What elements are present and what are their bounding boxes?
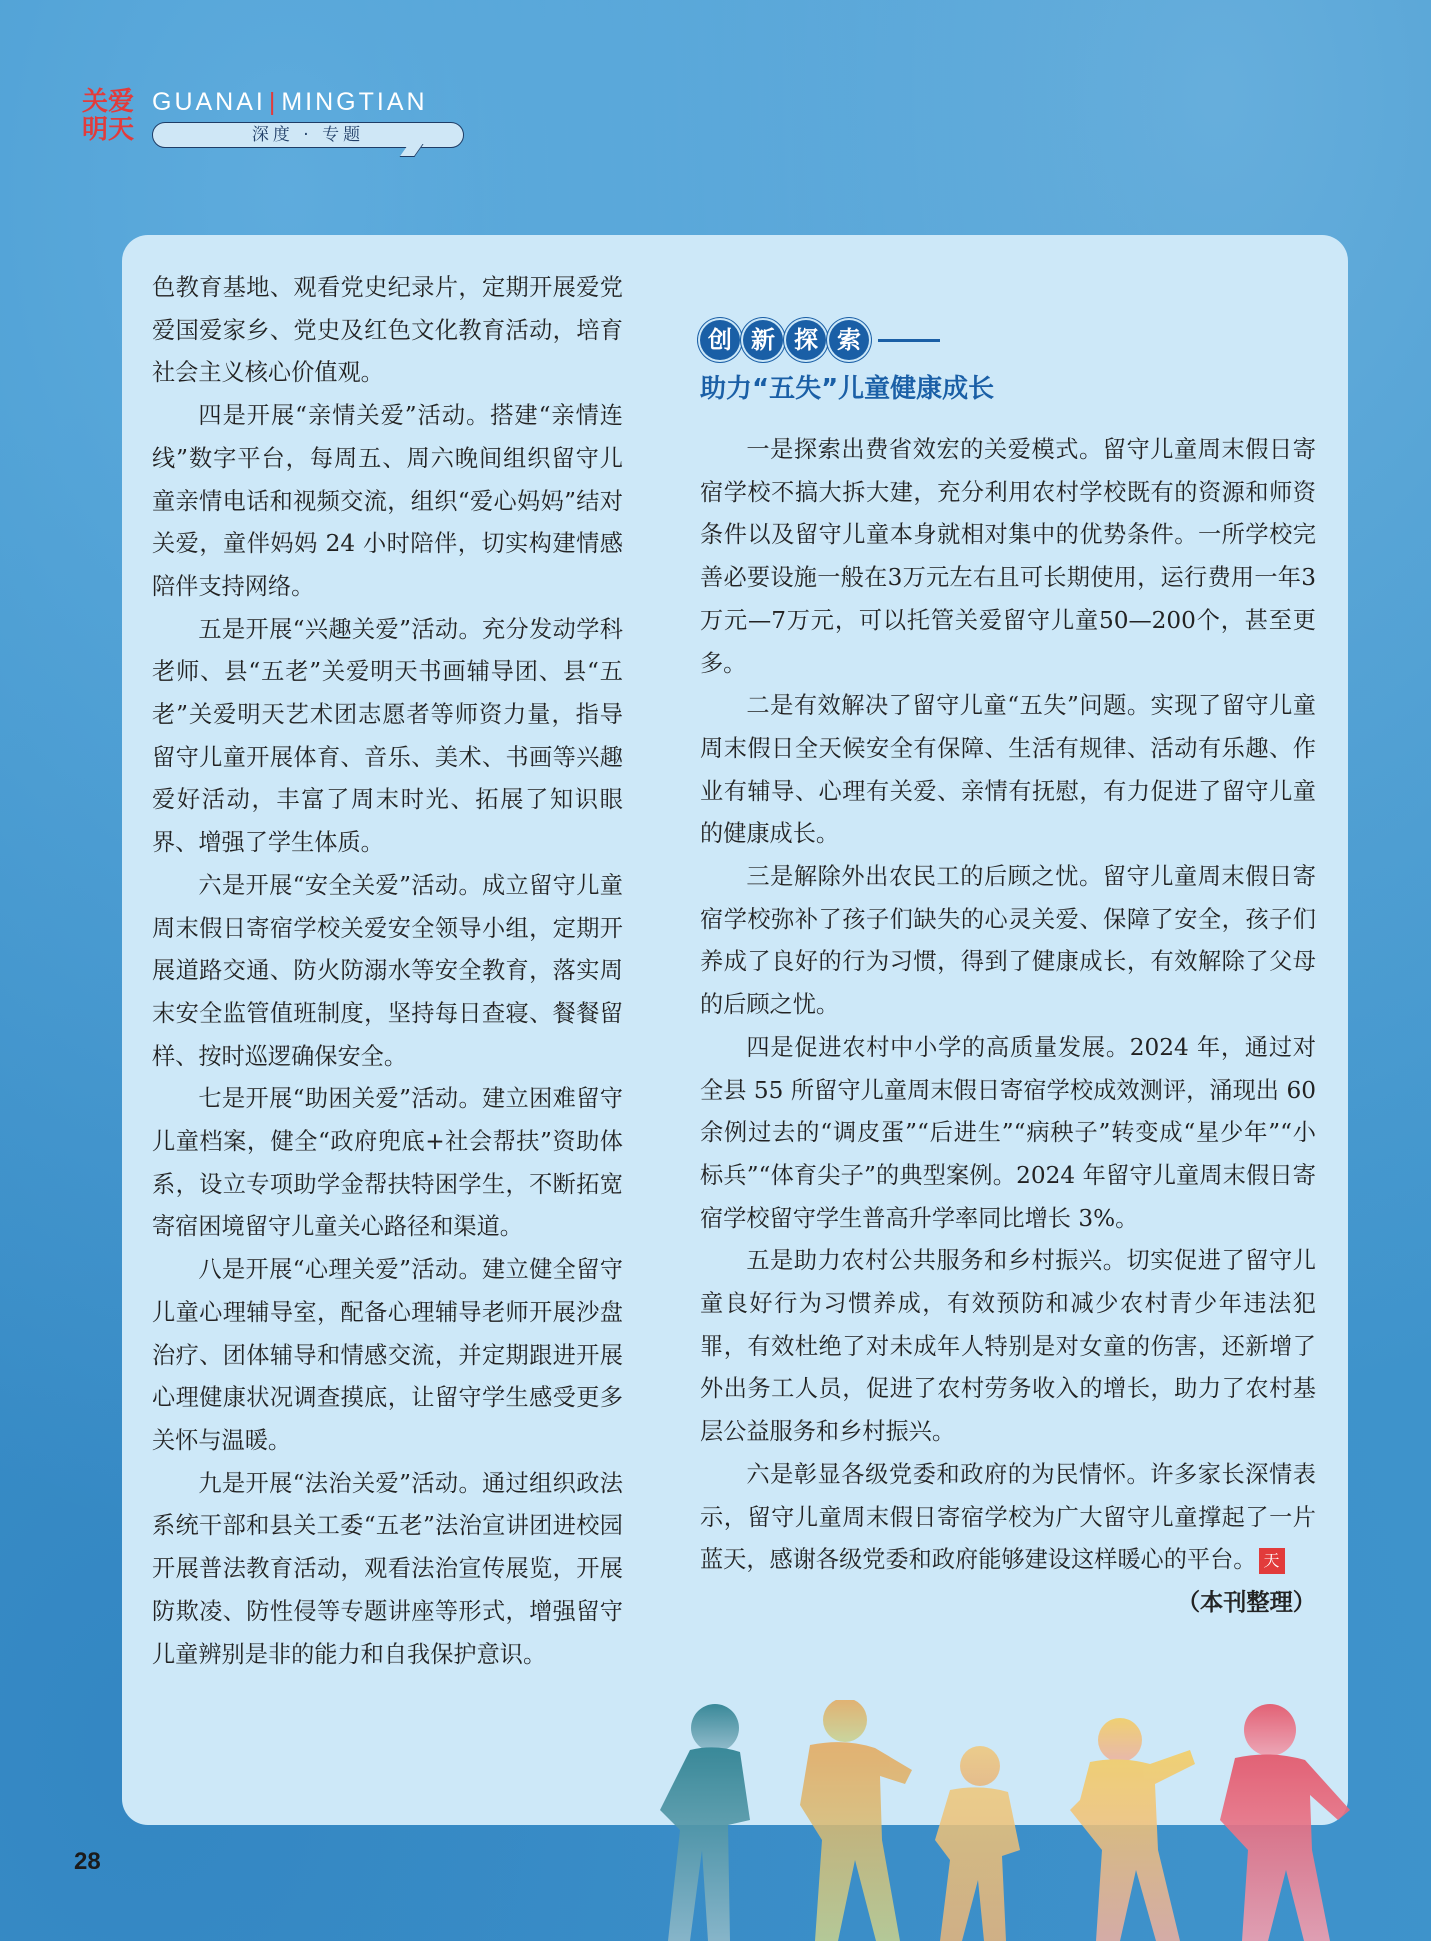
section-label: 深度 · 专题: [152, 122, 464, 148]
section-heading: [700, 317, 1316, 407]
paragraph: 三是解除外出农民工的后顾之忧。留守儿童周末假日寄宿学校弥补了孩子们缺失的心灵关爱、保障了安全，孩子们养成了良好的行为习惯，得到了健康成长，有效解除了父母的后顾之忧。: [700, 863, 1316, 1019]
child-silhouette: [935, 1746, 1020, 1941]
child-silhouette: [660, 1704, 750, 1941]
heading-badges: [700, 317, 1316, 363]
heading-badge: 索: [829, 320, 869, 360]
left-column: [152, 267, 623, 1676]
section-subtitle: 助力“五失”儿童健康成长: [700, 374, 995, 404]
paragraph: 九是开展“法治关爱”活动。通过组织政法系统干部和县关工委“五老”法治宣讲团进校园开展普法教育活动，观看法治宣传展览，开展防欺凌、防性侵等专题讲座等形式，增强留守儿童辨别是非的能力和自我保护意识。: [152, 1469, 623, 1668]
paragraph: 一是探索出费省效宏的关爱模式。留守儿童周末假日寄宿学校不搞大拆大建，充分利用农村学校既有的资源和师资条件以及留守儿童本身就相对集中的优势条件。一所学校完善必要设施一般在3万元左右且可长期使用，运行费用一年3万元—7万元，可以托管关爱留守儿童50—200个，甚至更多。: [700, 436, 1316, 677]
brand-right: MINGTIAN: [281, 88, 428, 116]
brand-separator: |: [268, 88, 279, 116]
heading-badge: 创: [700, 320, 740, 360]
child-silhouette: [800, 1700, 912, 1941]
brand-left: GUANAI: [152, 88, 266, 116]
heading-badge: 新: [743, 320, 783, 360]
paragraph: 六是开展“安全关爱”活动。成立留守儿童周末假日寄宿学校关爱安全领导小组，定期开展道路交通、防火防溺水等安全教育，落实周末安全监管值班制度，坚持每日查寝、餐餐留样、按时巡逻确保安全。: [152, 871, 623, 1070]
paragraph: 四是促进农村中小学的高质量发展。2024 年，通过对全县 55 所留守儿童周末假日寄宿学校成效测评，涌现出 60 余例过去的“调皮蛋”“后进生”“病秧子”转变成“星少年”“小标兵”“体育尖子”的典型案例。2024 年留守儿童周末假日寄宿学校留守学生普高升学率同比增长 3%。: [700, 1033, 1316, 1232]
child-silhouette: [1070, 1718, 1195, 1941]
end-mark-icon: 天: [1259, 1548, 1285, 1574]
paragraph: 五是开展“兴趣关爱”活动。充分发动学科老师、县“五老”关爱明天书画辅导团、县“五老”关爱明天艺术团志愿者等师资力量，指导留守儿童开展体育、音乐、美术、书画等兴趣爱好活动，丰富了周末时光、拓展了知识眼界、增强了学生体质。: [152, 615, 623, 857]
child-silhouette: [1220, 1704, 1350, 1941]
right-column: [700, 317, 1316, 1625]
running-children-illustration: [650, 1700, 1370, 1941]
brand-name: [152, 88, 428, 117]
paragraph: 七是开展“助困关爱”活动。建立困难留守儿童档案，健全“政府兜底+社会帮扶”资助体系，设立专项助学金帮扶特困学生，不断拓宽寄宿困境留守儿童关心路径和渠道。: [152, 1085, 623, 1241]
logo-line-1: 关爱: [82, 87, 135, 117]
article-panel: [122, 235, 1348, 1825]
logo-line-2: 明天: [82, 115, 135, 145]
paragraph: 五是助力农村公共服务和乡村振兴。切实促进了留守儿童良好行为习惯养成，有效预防和减少农村青少年违法犯罪，有效杜绝了对未成年人特别是对女童的伤害，还新增了外出务工人员，促进了农村劳务收入的增长，助力了农村基层公益服务和乡村振兴。: [700, 1247, 1316, 1446]
heading-dash: [878, 339, 940, 342]
masthead: [82, 88, 482, 168]
paragraph: 八是开展“心理关爱”活动。建立健全留守儿童心理辅导室，配备心理辅导老师开展沙盘治疗、团体辅导和情感交流，并定期跟进开展心理健康状况调查摸底，让留守学生感受更多关怀与温暖。: [152, 1256, 623, 1454]
credit: （本刊整理）: [1176, 1588, 1316, 1616]
final-paragraph: [700, 1454, 1316, 1625]
magazine-logo: [82, 88, 142, 144]
heading-badge: 探: [786, 320, 826, 360]
page-number: 28: [74, 1848, 101, 1875]
final-text: 六是彰显各级党委和政府的为民情怀。许多家长深情表示，留守儿童周末假日寄宿学校为广大留守儿童撑起了一片蓝天，感谢各级党委和政府能够建设这样暖心的平台。: [700, 1460, 1316, 1574]
paragraph: 二是有效解决了留守儿童“五失”问题。实现了留守儿童周末假日全天候安全有保障、生活有规律、活动有乐趣、作业有辅导、心理有关爱、亲情有抚慰，有力促进了留守儿童的健康成长。: [700, 692, 1316, 848]
paragraph: 色教育基地、观看党史纪录片，定期开展爱党爱国爱家乡、党史及红色文化教育活动，培育社会主义核心价值观。: [152, 274, 623, 387]
paragraph: 四是开展“亲情关爱”活动。搭建“亲情连线”数字平台，每周五、周六晚间组织留守儿童亲情电话和视频交流，组织“爱心妈妈”结对关爱，童伴妈妈 24 小时陪伴，切实构建情感陪伴支持网络。: [152, 402, 623, 600]
